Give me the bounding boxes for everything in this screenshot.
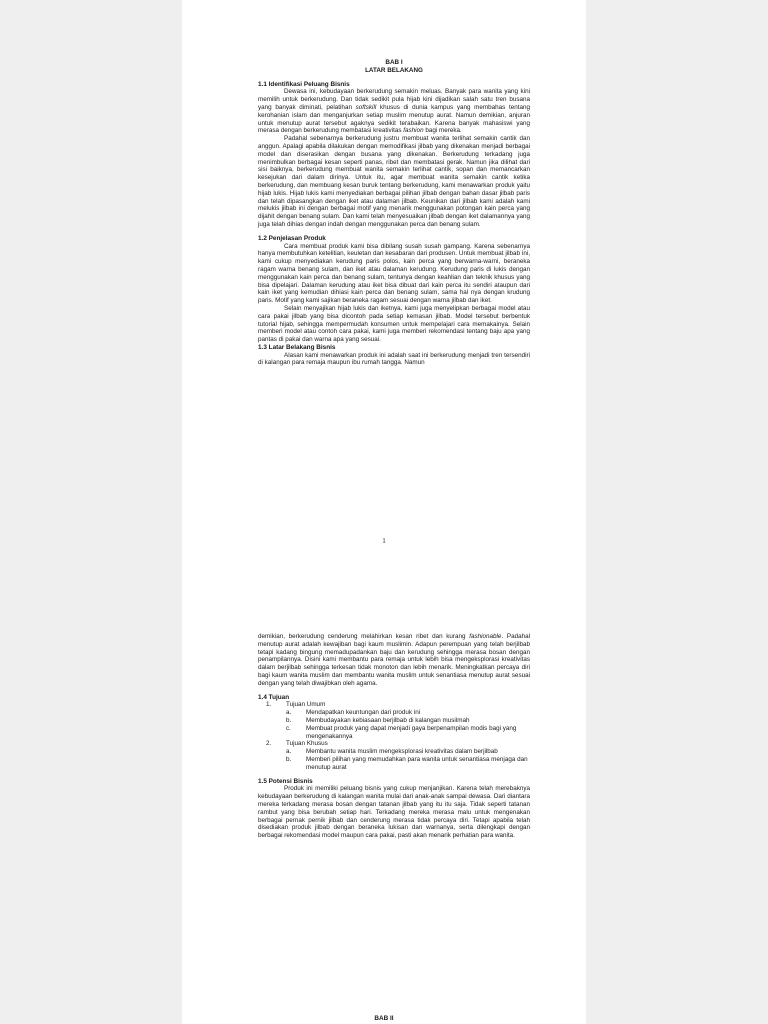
italic-term: softskill xyxy=(355,103,377,111)
page-one-content xyxy=(258,59,530,367)
paragraph: demikian, berkerudung cenderung melahirkan kesan ribet dan kurang fashionable. Padahal menutup aurat adalah kewajiban bagi kaum muslimin. Adapun perempuan yang telah berjilbab tetapi kadang bingung memadupadankan baju dan kerudung sehingga merasa bosan dengan penampilannya. Disini kami membantu para remaja untuk lebih bisa mengeksplorasi kreativitas dalam berjilbab sehingga terkesan tidak monoton dan lebih menarik. Meningkatkan percaya diri bagi kaum wanita muslim dan membantu wanita muslim untuk senantiasa menutup aurat sesuai dengan yang telah diwajibkan oleh agama. xyxy=(258,633,530,687)
list-item: b. Memberi pilihan yang memudahkan para wanita untuk senantiasa menjaga dan menutup aurat xyxy=(286,755,528,771)
paragraph: Alasan kami menawarkan produk ini adalah saat ini berkerudung menjadi tren tersendiri di kalangan para remaja maupun ibu rumah tangga. Namun xyxy=(258,351,530,367)
list-item: 2. Tujuan Khusus a. Membantu wanita muslim mengeksplorasi kreativitas dalam berjilbab b. Memberi pilihan yang memudahkan para wanita untuk senantiasa menjaga dan menutup aurat xyxy=(258,740,530,771)
objectives-list xyxy=(258,701,530,771)
list-item: c. Membuat produk yang dapat menjadi gaya berpenampilan modis bagi yang mengenakannya xyxy=(286,724,517,740)
document-page xyxy=(182,0,586,1024)
list-item: a. Mendapatkan keuntungan dari produk ini xyxy=(286,709,421,717)
section-heading-1-2: 1.2 Penjelasan Produk xyxy=(258,234,326,242)
next-chapter-heading: BAB II xyxy=(374,1015,394,1022)
chapter-number: BAB I xyxy=(385,59,403,66)
paragraph: Cara membuat produk kami bisa dibilang susah susah gampang. Karena sebenarnya hanya membutuhkan ketelitian, keuletan dan kesabaran dari produsen. Untuk membuat jilbab ini, kami cukup menyediakan kerudung paris polos, kain perca yang berwarna-warni, beraneka ragam warna benang sulam, dan iket atau dalaman kerudung. Kerudung paris di lukis dengan menggunakan kain perca dan benang sulam, tentunya dengan keahlian dan teknik khusus yang bisa dipelajari. Dalaman kerudung atau iket bisa dibuat dari kain perca itu sendiri ataupun dari kain iket yang kemudian dihiasi kain perca dan benang sulam, sama hal nya dengan krudung paris. Motif yang kami sajikan beraneka ragam sesuai dengan warna jilbab dan iket. xyxy=(258,242,530,305)
paragraph: Dewasa ini, kebudayaan berkerudung semakin meluas. Banyak para wanita yang kini memilih untuk berkerudung. Dan tidak sedikit pula hijab kini dijadikan salah satu tren busana yang banyak diminati, pelatihan softskill khusus di dunia kampus yang membahas tentang kerohanian islam dan menganjurkan setiap muslim menutup aurat. Namun demikian, anjuran untuk menutup aurat tersebut agaknya sedikit terabaikan. Karena banyak mahasiswi yang merasa dengan berkerudung membatasi kreativitas fashion bagi mereka. xyxy=(258,88,530,135)
paragraph: Padahal sebenarnya berkerudung justru membuat wanita terlihat semakin cantik dan anggun. Apalagi apabila dilakukan dengan memodifikasi jilbab yang dikenakan menjadi berbagai model dan diserasikan dengan busana yang dikenakan. Berkerudung terkadang juga menimbulkan berbagai kesan seperti panas, ribet dan membatasi gerak. Namun jika dilihat dari sisi baiknya, berkerudung membuat wanita semakin terlihat cantik, sopan dan memancarkan kesejukan dari dalam dirinya. Untuk itu, agar membuat wanita semakin cantik ketika berkerudung, dan membuang kesan buruk tentang berkerudung, kami menawarkan produk yaitu hijab lukis. Hijab lukis kami menyediakan berbagai pilihan jilbab dengan bahan dasar jilbab paris dan telah dipasangkan dengan iket atau dalaman jilbab. Keunikan dari jilbab kami adalah kami melukis jilbab ini dengan berbagai motif yang menarik menggunakan potongan kain perca yang dijahit dengan benang sulam. Dan kami telah menyesuaikan jilbab dengan iket dalamannya yang juga telah dihias dengan indah dengan menggunakan perca dan benang sulam. xyxy=(258,135,530,228)
section-heading-1-4: 1.4 Tujuan xyxy=(258,693,290,701)
section-heading-1-5: 1.5 Potensi Bisnis xyxy=(258,777,313,785)
sub-list xyxy=(286,748,530,771)
section-heading-1-3: 1.3 Latar Belakang Bisnis xyxy=(258,343,336,351)
italic-term: fashion xyxy=(403,127,424,135)
list-item: 1. Tujuan Umum a. Mendapatkan keuntungan dari produk ini b. Membudayakan kebiasaan berjilbab di kalangan musilmah c. Membuat produk yang dapat menjadi gaya berpenampilan modis bagi yang mengenakannya xyxy=(258,701,530,740)
italic-term: fashionable xyxy=(469,633,502,640)
chapter-title: LATAR BELAKANG xyxy=(365,66,423,74)
paragraph: Selain menyajikan hijab lukis dan iketnya, kami juga menyelipkan berbagai model atau cara pakai jilbab yang bisa dicontoh pada setiap kemasan jilbab. Model tersebut berbentuk tutorial hijab, sehingga mempermudah konsumen untuk mempelajari cara memakainya. Selain memberi model atau contoh cara pakai, kami juga memberi rekomendasi tentang baju apa yang pantas di pakai dan warna apa yang sesuai. xyxy=(258,304,530,344)
page-number: 1 xyxy=(382,536,386,545)
list-item: a. Membantu wanita muslim mengeksplorasi kreativitas dalam berjilbab xyxy=(286,748,498,756)
page-two-content xyxy=(258,633,530,840)
section-heading-1-1: 1.1 Identifikasi Peluang Bisnis xyxy=(258,80,350,88)
sub-list xyxy=(286,709,530,740)
list-item: b. Membudayakan kebiasaan berjilbab di kalangan musilmah xyxy=(286,716,470,724)
paragraph: Produk ini memiliki peluang bisnis yang cukup menjanjikan. Karena telah merebaknya kebudayaan berkerudung di kalangan wanita mulai dari anak-anak sampai dewasa. Dari diantara mereka terkadang merasa bosan dengan tatanan jilbab yang itu itu saja. Tidak seperti tatanan rambut yang bisa berubah setiap hari. Terkadang mereka merasa malu untuk mengenakan berbagai pernak pernik jilbab dan cenderung merasa tidak percaya diri. Tetapi apabila telah disediakan produk jilbab dengan beraneka lukisan dan warnanya, serta dilengkapi dengan berbagai rekomendasi model maupun cara pakai, pasti akan menarik perhatian para wanita. xyxy=(258,785,530,840)
